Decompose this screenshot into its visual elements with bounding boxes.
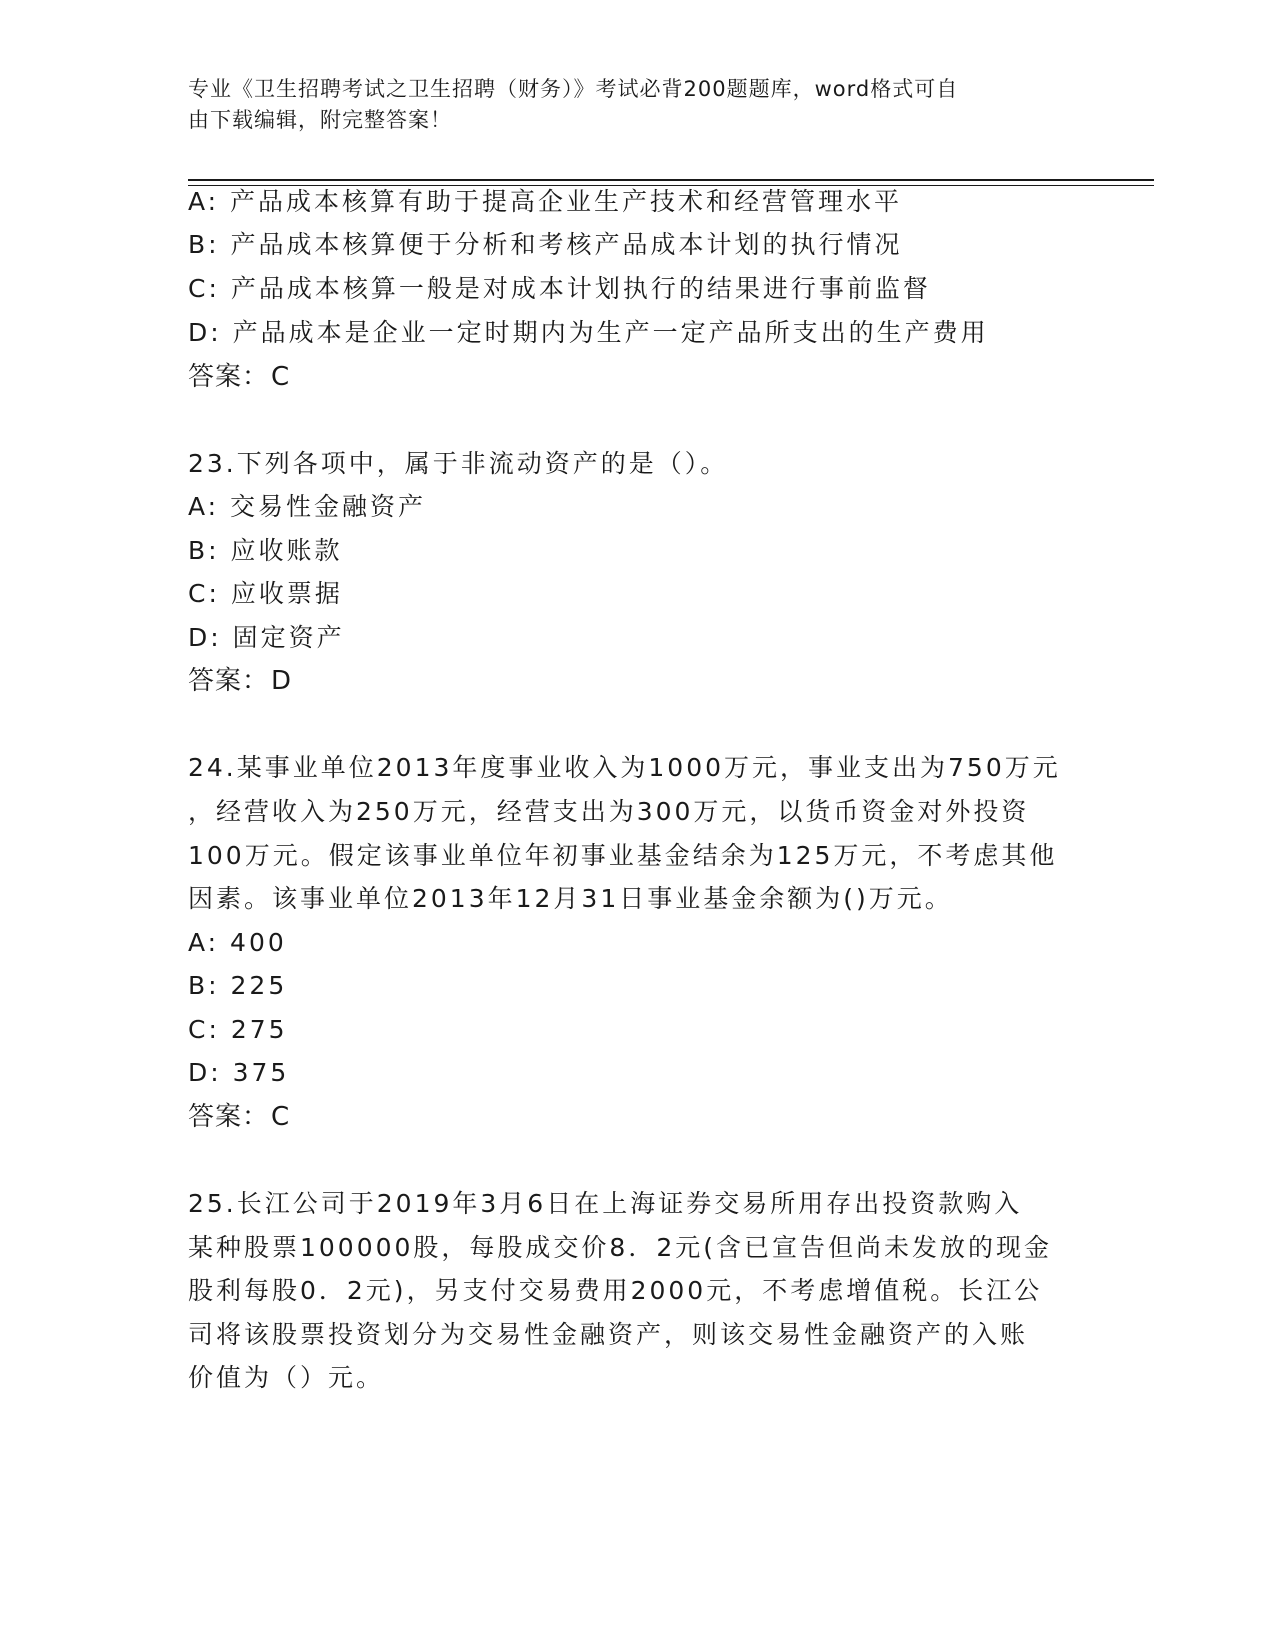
q23-option-a: A: 交易性金融资产	[188, 492, 427, 521]
answer-label: 答案：	[188, 1102, 270, 1132]
q24-option-b: B: 225	[188, 971, 288, 1000]
q25-stem-line-4: 司将该股票投资划分为交易性金融资产，则该交易性金融资产的入账	[188, 1320, 1029, 1349]
q22-answer	[188, 361, 290, 393]
answer-value: C	[271, 1102, 291, 1132]
q22-option-a: A: 产品成本核算有助于提高企业生产技术和经营管理水平	[188, 187, 903, 216]
header-divider-thick	[188, 179, 1154, 181]
q24-stem-line-4: 因素。该事业单位2013年12月31日事业基金余额为()万元。	[188, 884, 953, 913]
document-header	[188, 74, 1068, 136]
q24-stem-line-3: 100万元。假定该事业单位年初事业基金结余为125万元，不考虑其他	[188, 841, 1058, 870]
q23-stem: 23.下列各项中，属于非流动资产的是（）。	[188, 449, 729, 478]
q25-stem-line-3: 股利每股0．2元)，另支付交易费用2000元，不考虑增值税。长江公	[188, 1276, 1043, 1305]
q24-option-d: D: 375	[188, 1058, 290, 1087]
q22-option-b: B: 产品成本核算便于分析和考核产品成本计划的执行情况	[188, 230, 903, 259]
q23-option-c: C: 应收票据	[188, 579, 343, 608]
q24-stem-line-2: ，经营收入为250万元，经营支出为300万元，以货币资金对外投资	[188, 797, 1030, 826]
q23-option-d: D: 固定资产	[188, 623, 345, 652]
q22-option-d: D: 产品成本是企业一定时期内为生产一定产品所支出的生产费用	[188, 318, 989, 347]
q22-option-c: C: 产品成本核算一般是对成本计划执行的结果进行事前监督	[188, 274, 931, 303]
q24-stem-line-1: 24.某事业单位2013年度事业收入为1000万元，事业支出为750万元	[188, 753, 1061, 782]
q23-option-b: B: 应收账款	[188, 536, 343, 565]
q25-stem-line-1: 25.长江公司于2019年3月6日在上海证券交易所用存出投资款购入	[188, 1189, 1023, 1218]
q23-answer	[188, 665, 292, 697]
header-line-2: 由下载编辑，附完整答案！	[188, 108, 452, 132]
q25-stem-line-2: 某种股票100000股，每股成交价8．2元(含已宣告但尚未发放的现金	[188, 1233, 1053, 1262]
answer-label: 答案：	[188, 362, 270, 392]
header-line-1: 专业《卫生招聘考试之卫生招聘（财务）》考试必背200题题库，word格式可自	[188, 77, 959, 101]
answer-label: 答案：	[188, 666, 270, 696]
answer-value: C	[271, 362, 291, 392]
q24-answer	[188, 1101, 290, 1133]
q25-stem-line-5: 价值为（）元。	[188, 1363, 385, 1392]
answer-value: D	[271, 666, 293, 696]
q24-option-a: A: 400	[188, 928, 287, 957]
q24-option-c: C: 275	[188, 1015, 288, 1044]
